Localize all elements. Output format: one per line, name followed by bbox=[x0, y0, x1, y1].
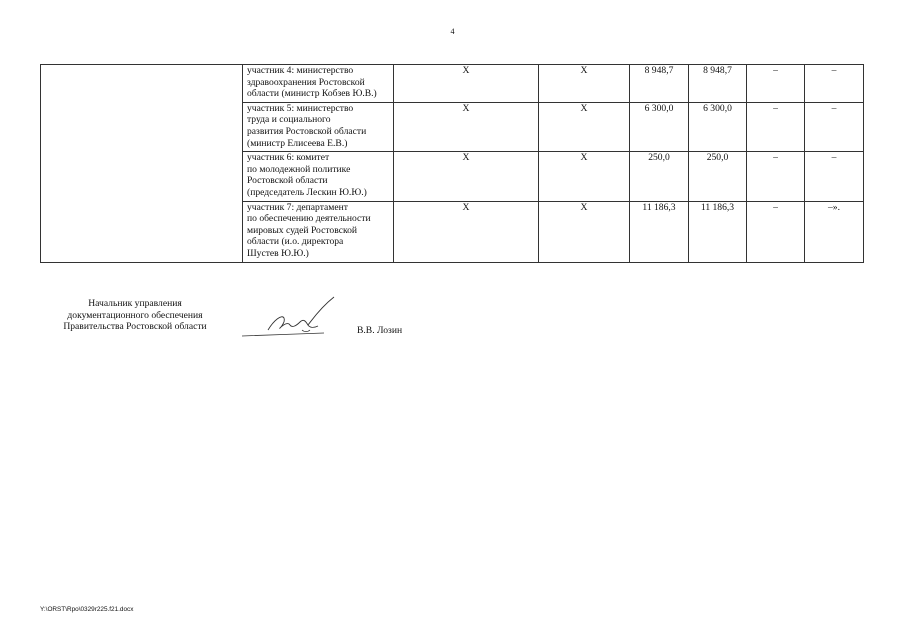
cell-amount-total: 11 186,3 bbox=[630, 201, 689, 262]
cell-col6: – bbox=[805, 65, 864, 103]
cell-amount-regional: 11 186,3 bbox=[689, 201, 747, 262]
cell-col1: X bbox=[394, 65, 539, 103]
position-line: Правительства Ростовской области bbox=[63, 321, 207, 333]
participant-cell: участник 5: министерство труда и социального развития Ростовской области (министр Елисеева Е.В.) bbox=[243, 102, 394, 151]
cell-col6: – bbox=[805, 152, 864, 201]
cell-col2: X bbox=[539, 152, 630, 201]
cell-col1: X bbox=[394, 102, 539, 151]
position-line: документационного обеспечения bbox=[67, 309, 203, 321]
signatory-name: В.В. Лозин bbox=[357, 325, 403, 336]
cell-amount-total: 250,0 bbox=[630, 152, 689, 201]
cell-col2: X bbox=[539, 102, 630, 151]
cell-col5: – bbox=[747, 65, 805, 103]
cell-col5: – bbox=[747, 201, 805, 262]
cell-amount-total: 6 300,0 bbox=[630, 102, 689, 151]
budget-table bbox=[40, 64, 864, 263]
cell-col2: X bbox=[539, 201, 630, 262]
cell-amount-regional: 6 300,0 bbox=[689, 102, 747, 151]
cell-amount-total: 8 948,7 bbox=[630, 65, 689, 103]
cell-col1: X bbox=[394, 201, 539, 262]
cell-amount-regional: 250,0 bbox=[689, 152, 747, 201]
table-row bbox=[41, 65, 864, 103]
cell-col2: X bbox=[539, 65, 630, 103]
page-number: 4 bbox=[450, 27, 455, 36]
empty-left-cell bbox=[41, 65, 243, 263]
cell-col5: – bbox=[747, 102, 805, 151]
cell-amount-regional: 8 948,7 bbox=[689, 65, 747, 103]
cell-col6: –». bbox=[805, 201, 864, 262]
cell-col5: – bbox=[747, 152, 805, 201]
participant-cell: участник 6: комитет по молодежной политике Ростовской области (председатель Лескин Ю.Ю.) bbox=[243, 152, 394, 201]
cell-col1: X bbox=[394, 152, 539, 201]
participant-cell: участник 7: департамент по обеспечению деятельности мировых судей Ростовской области (и.о. директора Шустев Ю.Ю.) bbox=[243, 201, 394, 262]
position-line: Начальник управления bbox=[88, 298, 182, 309]
file-path: Y:\ORST\Rpo\0329r225.f21.docx bbox=[40, 606, 134, 613]
handwritten-signature-icon bbox=[238, 292, 348, 342]
participant-cell: участник 4: министерство здравоохранения Ростовской области (министр Кобзев Ю.В.) bbox=[243, 65, 394, 103]
signatory-position bbox=[40, 298, 230, 333]
cell-col6: – bbox=[805, 102, 864, 151]
